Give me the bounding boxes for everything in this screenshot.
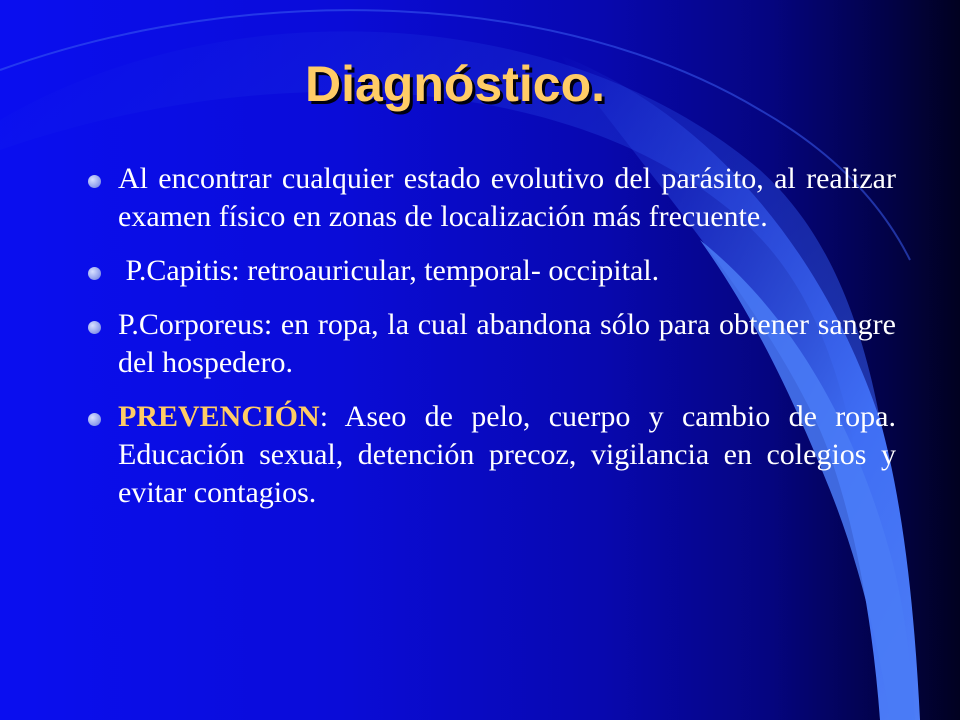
slide-title: Diagnóstico. [304,56,606,112]
bullet-item-diagnosis [88,160,896,236]
bullet-item-capitis [88,252,896,290]
bullet-list [88,160,896,528]
bullet-dot-icon [88,175,101,188]
bullet-text: P.Corporeus: en ropa, la cual abandona sólo para obtener sangre del hospedero. [118,308,896,379]
bullet-text: P.Capitis: retroauricular, temporal- occipital. [118,254,660,287]
bullet-text: : Aseo de pelo, cuerpo y cambio de ropa. Educación sexual, detención precoz, vigilancia en colegios y evitar contagios. [118,400,896,509]
bullet-text: Al encontrar cualquier estado evolutivo del parásito, al realizar examen físico en zonas de localización más frecuente. [118,162,896,233]
bullet-dot-icon [88,321,101,334]
bullet-item-prevention [88,398,896,512]
bullet-dot-icon [88,413,101,426]
prevention-label: PREVENCIÓN [118,400,320,433]
bullet-item-corporeus [88,306,896,382]
bullet-dot-icon [88,267,101,280]
